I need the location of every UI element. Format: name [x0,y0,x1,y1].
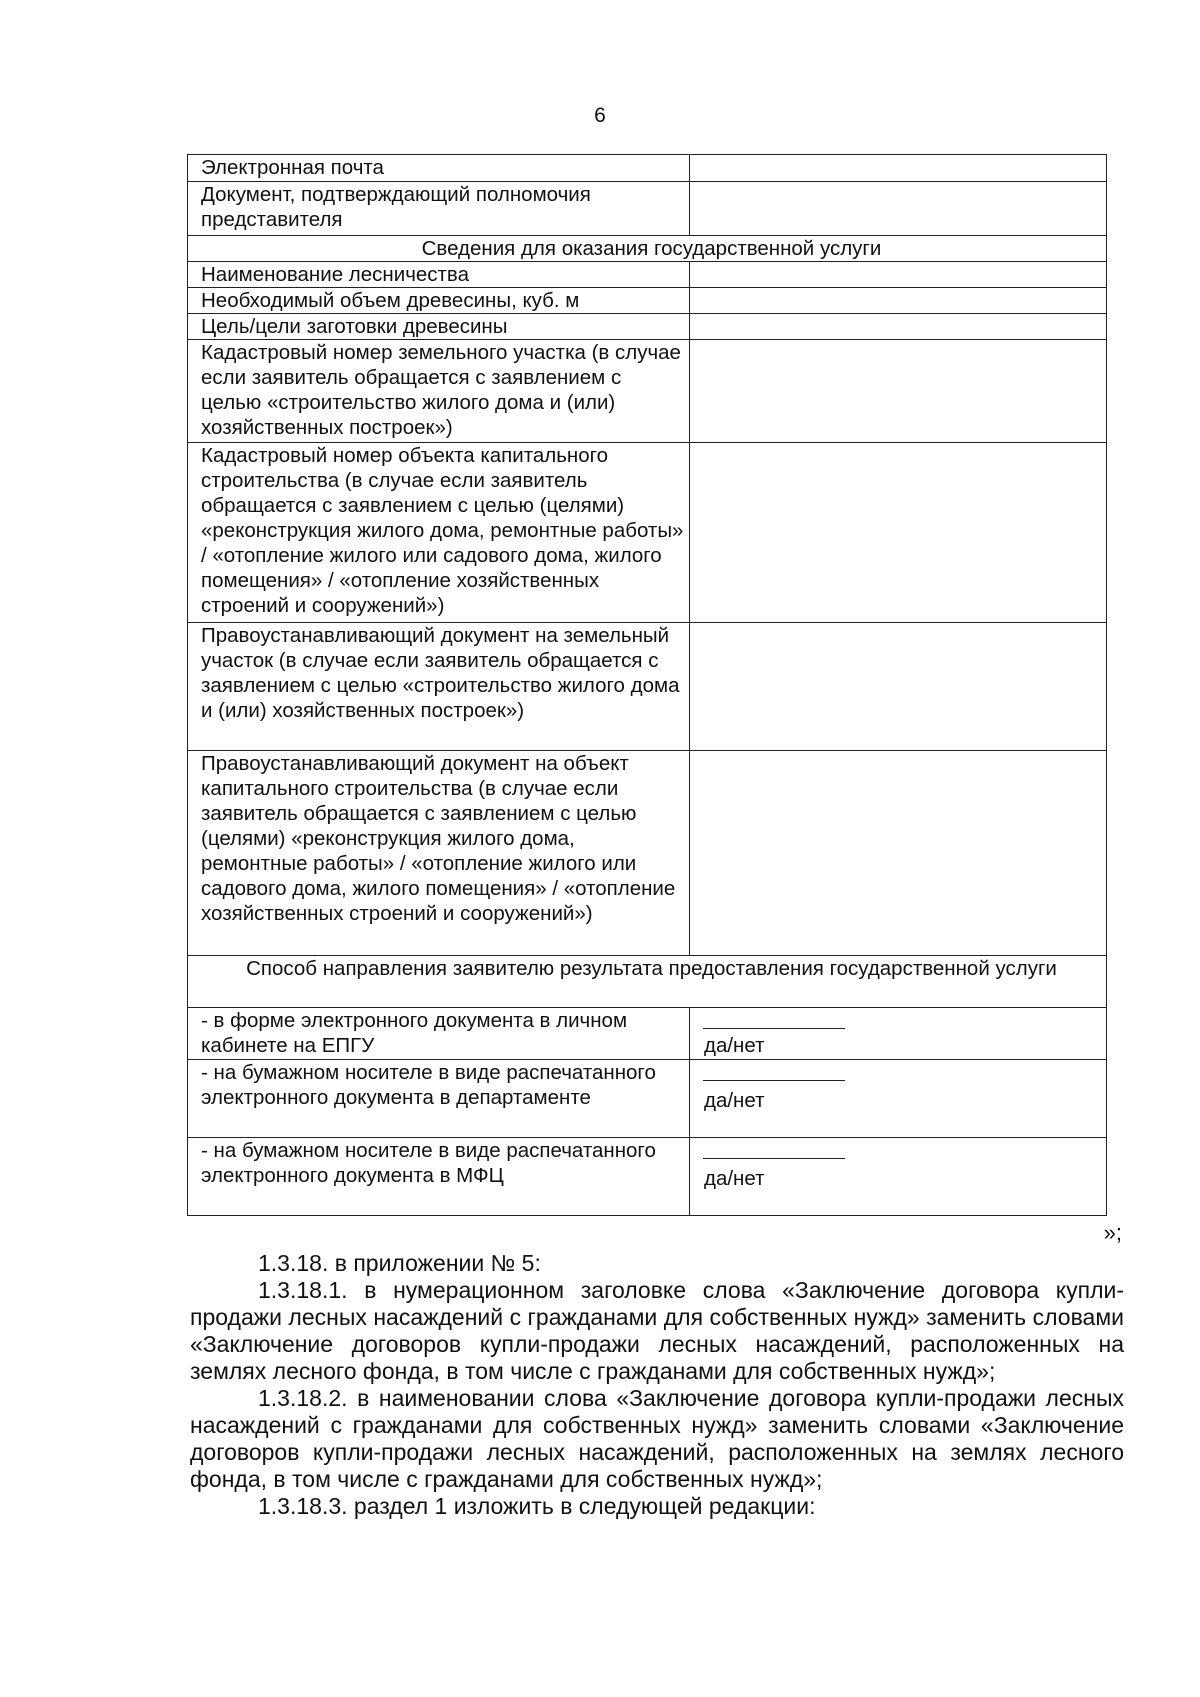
section-heading-delivery-method: Способ направления заявителю результата предоставления государственной услуги [188,956,1107,1008]
amendment-text [190,1250,1124,1520]
answer-blank-line [703,1028,845,1029]
yes-no-text: да/нет [704,1034,765,1057]
table-row [188,751,1107,956]
delivery-option-epgu: - в форме электронного документа в личном кабинете на ЕПГУ [188,1008,690,1060]
application-form-table [187,154,1107,1216]
delivery-option-epgu-answer [690,1008,1107,1060]
forestry-value-cell [690,262,1107,288]
paragraph-1-3-18-3: 1.3.18.3. раздел 1 изложить в следующей редакции: [258,1493,816,1519]
authority-document-value-cell [690,182,1107,236]
table-row [188,182,1107,236]
row-label-harvest-purpose: Цель/цели заготовки древесины [188,314,690,340]
table-row [188,155,1107,182]
table-row [188,1008,1107,1060]
row-label-cadastral-land: Кадастровый номер земельного участка (в случае если заявитель обращается с заявлением с целью «строительство жилого дома и (или) хозяйственных построек») [188,340,690,443]
table-row [188,236,1107,262]
table-row [188,956,1107,1008]
title-document-land-value-cell [690,623,1107,751]
table-row [188,340,1107,443]
table-row [188,288,1107,314]
paragraph-1-3-18: 1.3.18. в приложении № 5: [258,1250,541,1276]
delivery-option-mfc-answer [690,1138,1107,1216]
row-label-authority-document: Документ, подтверждающий полномочия представителя [188,182,690,236]
harvest-purpose-value-cell [690,314,1107,340]
delivery-option-department-answer [690,1060,1107,1138]
page-number: 6 [594,104,606,127]
table-row [188,623,1107,751]
row-label-forestry: Наименование лесничества [188,262,690,288]
row-label-title-document-object: Правоустанавливающий документ на объект капитального строительства (в случае если заявитель обращается с заявлением с целью (целями) «реконструкция жилого дома, ремонтные работы» / «отопление жилого или садового дома, жилого помещения» / «отопление хозяйственных строений и сооружений») [188,751,690,956]
answer-blank-line [703,1158,845,1159]
yes-no-text: да/нет [704,1167,765,1190]
table-row [188,1060,1107,1138]
table-row [188,314,1107,340]
closing-quote: »; [1103,1220,1122,1245]
table-row [188,443,1107,623]
title-document-object-value-cell [690,751,1107,956]
section-heading-service-info: Сведения для оказания государственной услуги [188,236,1107,262]
row-label-cadastral-object: Кадастровый номер объекта капитального строительства (в случае если заявитель обращается с заявлением с целью (целями) «реконструкция жилого дома, ремонтные работы» / «отопление жилого или садового дома, жилого помещения» / «отопление хозяйственных строений и сооружений») [188,443,690,623]
delivery-option-mfc: - на бумажном носителе в виде распечатанного электронного документа в МФЦ [188,1138,690,1216]
table-row [188,1138,1107,1216]
row-label-email: Электронная почта [188,155,690,182]
table-row [188,262,1107,288]
yes-no-text: да/нет [704,1089,765,1112]
paragraph-1-3-18-1: 1.3.18.1. в нумерационном заголовке слова «Заключение договора купли-продажи лесных насаждений с гражданами для собственных нужд» заменить словами «Заключение договоров купли-продажи лесных насаждений, расположенных на землях лесного фонда, в том числе с гражданами для собственных нужд»; [190,1277,1124,1384]
paragraph-1-3-18-2: 1.3.18.2. в наименовании слова «Заключение договора купли-продажи лесных насаждений с гражданами для собственных нужд» заменить словами «Заключение договоров купли-продажи лесных насаждений, расположенных на землях лесного фонда, в том числе с гражданами для собственных нужд»; [190,1385,1124,1492]
cadastral-object-value-cell [690,443,1107,623]
cadastral-land-value-cell [690,340,1107,443]
row-label-timber-volume: Необходимый объем древесины, куб. м [188,288,690,314]
email-value-cell [690,155,1107,182]
row-label-title-document-land: Правоустанавливающий документ на земельный участок (в случае если заявитель обращается с заявлением с целью «строительство жилого дома и (или) хозяйственных построек») [188,623,690,751]
timber-volume-value-cell [690,288,1107,314]
answer-blank-line [703,1080,845,1081]
delivery-option-department: - на бумажном носителе в виде распечатанного электронного документа в департаменте [188,1060,690,1138]
